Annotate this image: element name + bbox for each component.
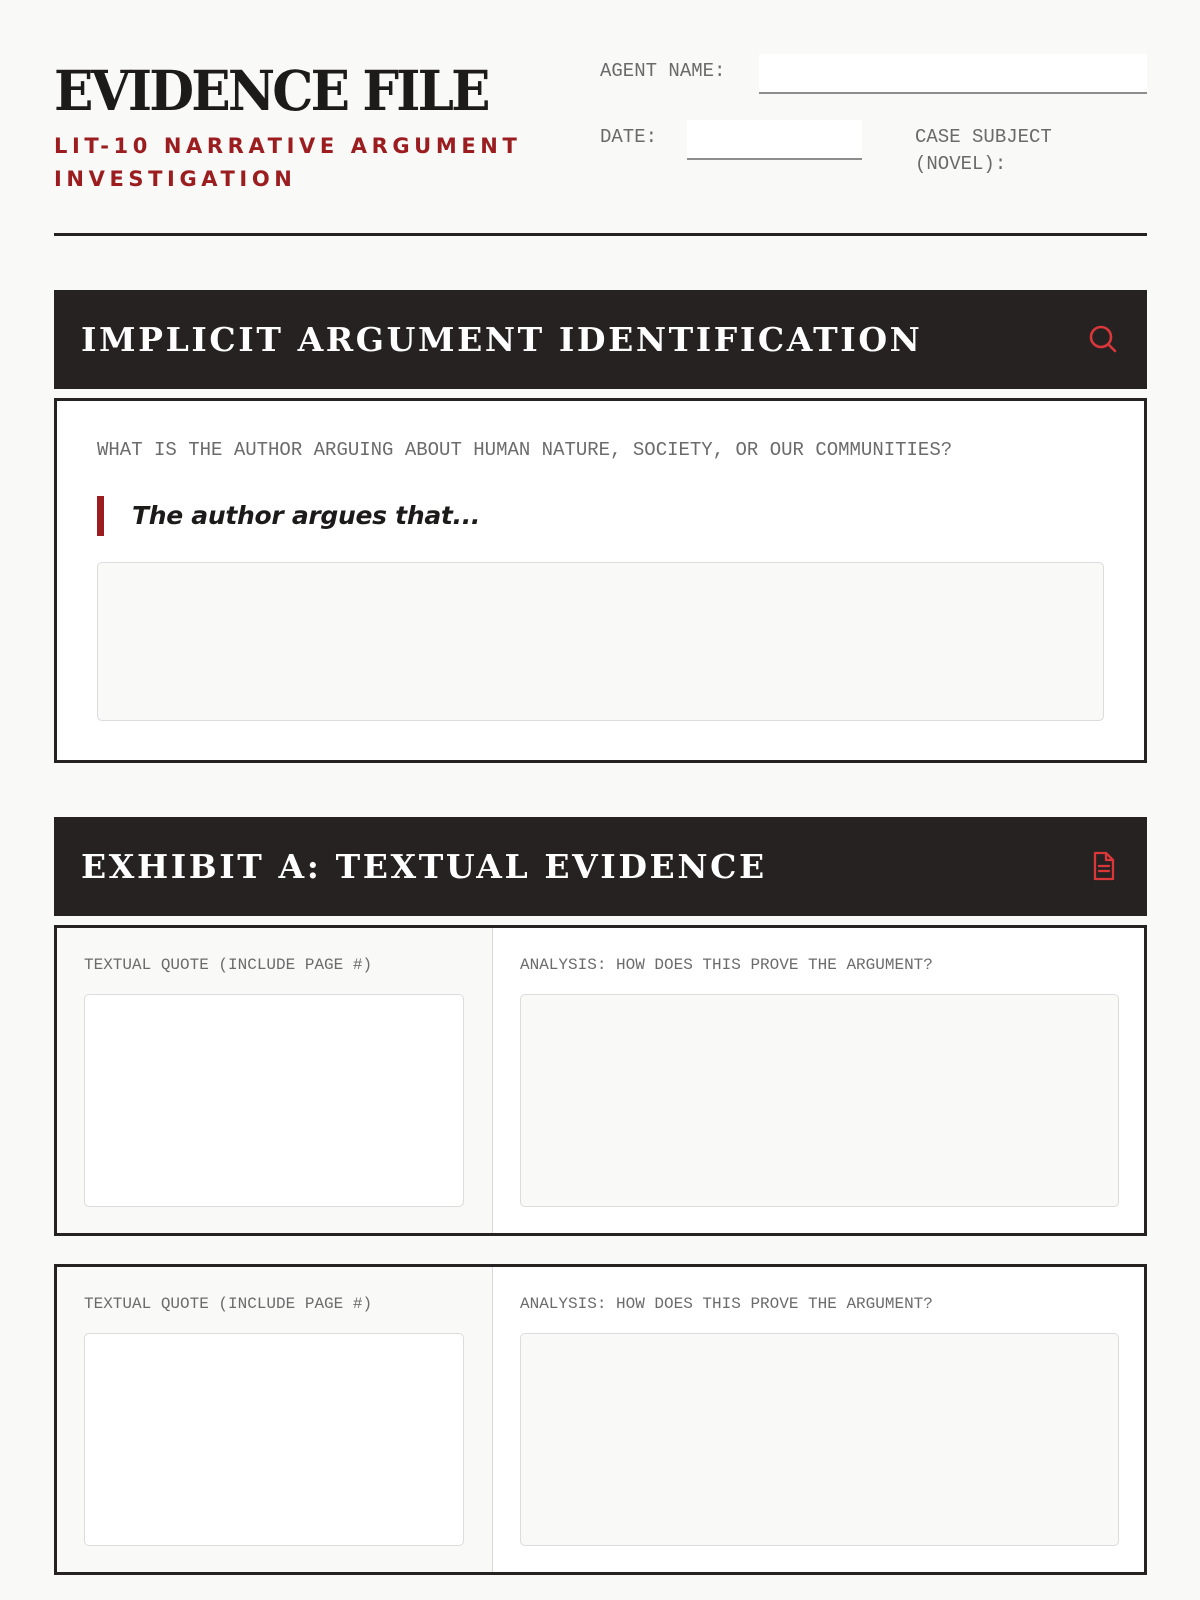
- argument-section-title: IMPLICIT ARGUMENT IDENTIFICATION: [81, 320, 923, 359]
- search-icon: [1087, 323, 1119, 355]
- date-field[interactable]: [687, 120, 862, 160]
- argument-prompt: WHAT IS THE AUTHOR ARGUING ABOUT HUMAN NATURE, SOCIETY, OR OUR COMMUNITIES?: [97, 439, 953, 461]
- analysis-column: [493, 1267, 1144, 1572]
- analysis-label: ANALYSIS: HOW DOES THIS PROVE THE ARGUMENT?: [520, 1295, 933, 1313]
- worksheet-header: [54, 0, 1147, 236]
- argument-card: [54, 398, 1147, 763]
- evidence-row: [54, 925, 1147, 1236]
- agent-name-field[interactable]: [759, 54, 1147, 94]
- agent-name-label: AGENT NAME:: [600, 60, 726, 82]
- page-subtitle: LIT-10 NARRATIVE ARGUMENT INVESTIGATION: [54, 134, 522, 191]
- evidence-section-header: [54, 817, 1147, 916]
- quote-label: TEXTUAL QUOTE (INCLUDE PAGE #): [84, 1295, 373, 1313]
- case-subject-label: CASE SUBJECT (NOVEL):: [915, 126, 1052, 175]
- argument-response-field[interactable]: [97, 562, 1104, 721]
- analysis-field[interactable]: [520, 994, 1119, 1207]
- date-label: DATE:: [600, 126, 658, 148]
- quote-field[interactable]: [84, 994, 464, 1207]
- evidence-section-title: EXHIBIT A: TEXTUAL EVIDENCE: [81, 847, 767, 886]
- evidence-row: [54, 1264, 1147, 1575]
- quote-column: [57, 928, 493, 1233]
- worksheet-page: [54, 0, 1147, 1313]
- analysis-label: ANALYSIS: HOW DOES THIS PROVE THE ARGUMENT?: [520, 956, 933, 974]
- document-icon: [1087, 850, 1119, 882]
- argument-lead-in: The author argues that...: [97, 496, 480, 536]
- argument-section-header: [54, 290, 1147, 389]
- page-title: EVIDENCE FILE: [54, 58, 488, 123]
- quote-label: TEXTUAL QUOTE (INCLUDE PAGE #): [84, 956, 373, 974]
- quote-field[interactable]: [84, 1333, 464, 1546]
- quote-column: [57, 1267, 493, 1572]
- analysis-column: [493, 928, 1144, 1233]
- analysis-field[interactable]: [520, 1333, 1119, 1546]
